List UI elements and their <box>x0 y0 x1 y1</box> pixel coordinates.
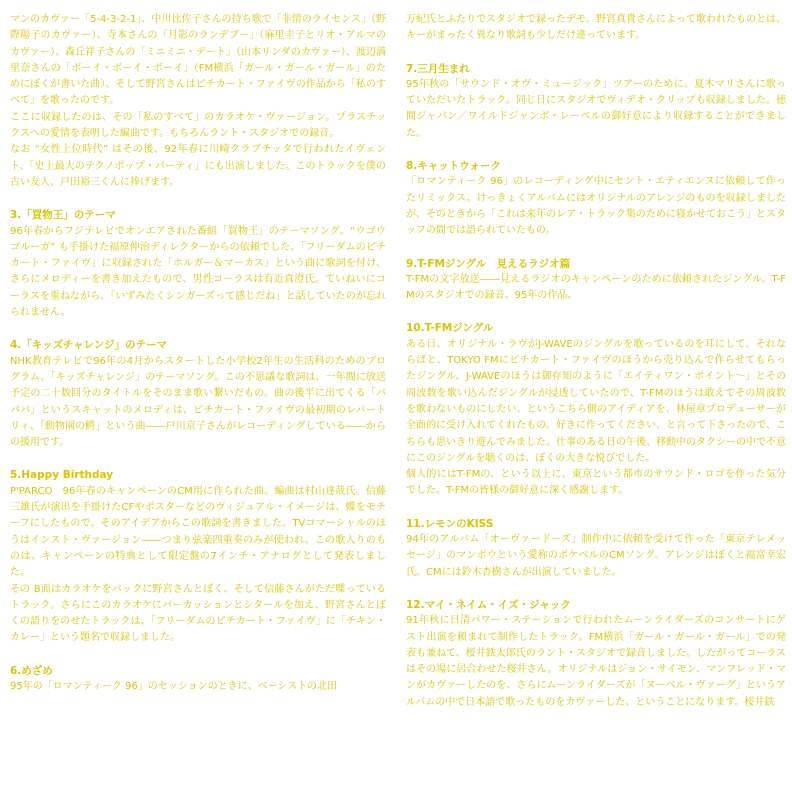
section-9-body: T-FMの文字放送――見えるラジオのキャンペーンのために依頼されたジングル。T-FMのスタジオでの録音。95年の作品。 <box>406 273 786 302</box>
section-3-body: 96年春からフジテレビでオンエアされた番組「買物王」のテーマソング。“ウゴウゴルーガ” も手掛けた福原伸治ディレクターからの依頼でした。「フリーダムのピチカート・ファイヴ」に収録された「ホルガー＆マーカス」という曲に歌詞を付け、さらにメロディーを書き加えたもので、男性コーラスは有近真澄氏。ていねいにコーラスを重ねながら、「いずみたくシンガーズって感じだね」と話していたのが忘れられません。 <box>10 225 386 319</box>
section-5-body-2: その B面はカラオケをバックに野宮さんとぼく、そして信藤さんがただ喋っているトラック。さらにこのカラオケにパーカッションとシタールを加え、野宮さんとぼくの語りをのせたトラックは、「フリーダムのピチカート・ファイヴ」に「チキン・カレー」という題名で収録しました。 <box>10 583 386 644</box>
intro-paragraph-1: マンのカヴァー「5-4-3-2-1」、中川比佐子さんの持ち歌で「非情のライセンス」（野際陽子のカヴァー）、寺本さんの「月影のランデブー」（麻里圭子とリオ・アルマのカヴァー）、森丘祥子さんの「ミニミニ・デート」（山本リンダのカヴァー）、渡辺満里奈さんの「ボーイ・ボーイ・ボーイ」（FM横浜「ガール・ガール・ガール」のためにぼくが書いた曲）、そして野宮さんはピチカート・ファイヴの作品から「私のすべて」を歌ったのです。 <box>10 14 386 107</box>
section-5-title: 5.Happy Birthday <box>10 469 114 482</box>
section-10-title: 10.T-FMジングル <box>406 322 494 335</box>
section-10-body-2: 個人的にはT-FMの、という以上に、東京という都市のサウンド・ロゴを作った気分でした。T-FMの皆様の御好意に深く感謝します。 <box>406 469 786 497</box>
continued-paragraph: 万紀氏とふたりでスタジオで録ったデモ。野宮真貴さんによって歌われたものとは、キーがまったく異なり歌詞も少しだけ違っています。 <box>406 14 786 42</box>
section-10-body-1: ある日、オリジナル・ラヴがJ-WAVEのジングルを歌っているのを耳にして、それならばと、TOKYO FMにピチカート・ファイヴのほうから売り込んで作らせてもらったジングル。J-WAVEのほうは御存知のように「エイティワン・ポイント～」とその周波数を歌い込んだジングルが浸透していたので、T-FMのほうは敢えてその周波数を歌わないものにしたい、というこちら側のアイディアを、林屋章プロデューサーが全面的に受け入れてくれたもの。好きに作ってください、と言って下さったので、こちらも思いきり遊んでみました。仕事のある日の午後、移動中のタクシーの中で不意にこのジングルを聴くのは、ぼくの大きな悦びでした。 <box>406 338 786 464</box>
left-column <box>10 12 386 695</box>
section-8-title: 8.キャットウォーク <box>406 160 501 173</box>
right-column <box>406 12 786 711</box>
section-8-body: 「ロマンティーク 96」のレコーディング中にセント・エティエンヌに依頼して作ったリミックス。けっきょくアルバムにはオリジナルのアレンジのものを収録しましたが、そのときから「これは来年のレア・トラック集のために寝かせておこう」とスタッフの間では語られていたもの。 <box>406 176 786 237</box>
section-4-title: 4.「キッズチャレンジ」のテーマ <box>10 339 168 352</box>
section-7-body: 95年秋の「サウンド・オヴ・ミュージック」ツアーのために、夏木マリさんに歌っていただいたトラック。同じ日にスタジオでヴィデオ・クリップも収録しました。徳間ジャパン／ワイルドジャンボ・レーベルの御好意により収録することができました。 <box>406 78 786 139</box>
section-11-body: 94年のアルバム「オーヴァードーズ」制作中に依頼を受けて作った「東京テレメッセージ」のマンボウという愛称のポケベルのCMソング。アレンジはぼくと福富幸宏氏。CMには鈴木杏樹さんが出演していました。 <box>406 534 786 578</box>
section-4-body: NHK教育テレビで96年の4月からスタートした小学校2年生の生活科のためのプログラム、「キッズチャレンジ」のテーマソング。この不思議な歌詞は、一年間に放送予定の二十数回分のタイトルをそのまま歌い繋いだもの。曲の後半に出てくる「パパパ」というスキャットのメロディは、ピチカート・ファイヴの最初期のレパートリィ、「動物園の鰐」という曲――戸川京子さんがレコーディングしている――からの援用です。 <box>10 355 386 449</box>
section-9-title: 9.T-FMジングル 見えるラジオ篇 <box>406 257 571 270</box>
intro-paragraph-2: ここに収録したのは、その「私のすべて」のカラオケ・ヴァージョン。プラスチックスへの愛情を表明した編曲です。もちろんラント・スタジオでの録音。 <box>10 111 386 140</box>
section-12-title: 12.マイ・ネイム・イズ・ジャック <box>406 598 571 611</box>
section-11-title: 11.レモンのKISS <box>406 517 494 530</box>
section-6-title: 6.めざめ <box>10 664 53 677</box>
section-12-body: 91年秋に日清パワー・ステーションで行われたムーンライダーズのコンサートにゲスト出演を頼まれて制作したトラック。FM横浜「ガール・ガール・ガール」での発表も兼ねて、桜井鉄太郎氏のラント・スタジオで録音しました。したがってコーラスはその場に居合わせた桜井さん。オリジナルはジョン・サイモン、マンフレッド・マンがカヴァーしたのを、さらにムーンライダーズが「ヌーベル・ヴァーグ」というアルバムの中で日本語で歌ったものをカヴァーした、ということになります。桜井鉄 <box>406 615 786 708</box>
intro-paragraph-3: なお “女性上位時代” はその後、92年春に川崎クラブチッタで行われたイヴェント、「史上最大のテクノポップ・パーティ」にも出演しました。このトラックを僕の古い友人、戸田裕三くんに捧げます。 <box>10 144 386 188</box>
section-5-body-1: P'PARCO 96年春のキャンペーンのCM用に作られた曲。編曲は村山達哉氏。信藤三雄氏が演出を手掛けたCFやポスターなどのヴィジュアル・イメージは、蝶をモチーフにしたもので、そのアイデアからこの歌詞を書きました。TVコマーシャルのほうはインスト・ヴァージョン――つまり弦楽四重奏のみが使われ、この歌入りのものは、キャンペーンの特典として限定盤の7インチ・アナログとして発表しました。 <box>10 485 386 579</box>
section-6-body: 95年の「ロマンティーク 96」のセッションのときに、ベーシストの北田 <box>10 680 338 692</box>
section-7-title: 7.三月生まれ <box>406 62 470 75</box>
section-3-title: 3.「買物王」のテーマ <box>10 209 116 222</box>
